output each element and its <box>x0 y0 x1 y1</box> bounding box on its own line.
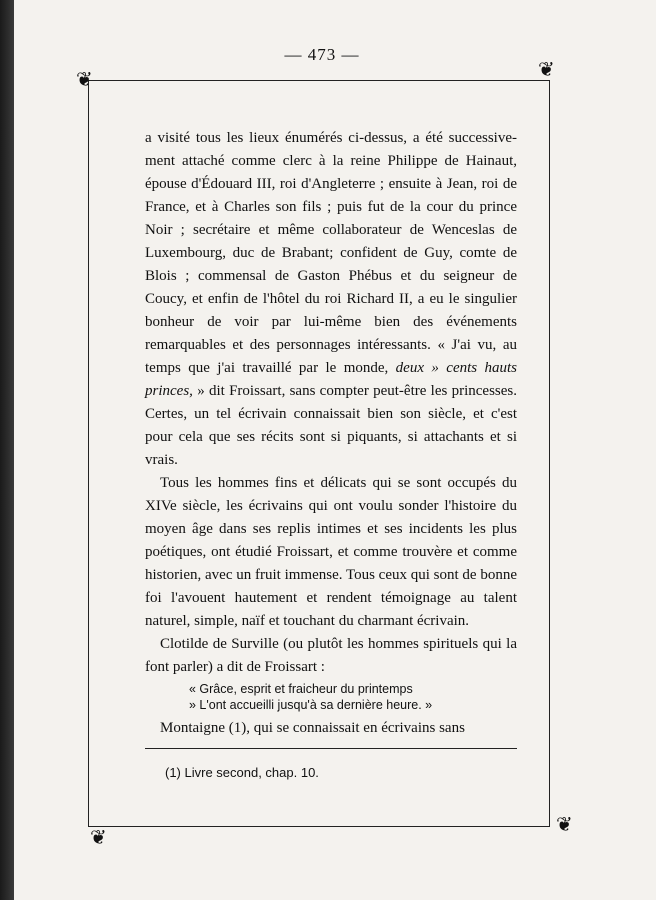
verse-quote <box>189 681 517 713</box>
corner-ornament-icon: ❦ <box>538 59 555 81</box>
paragraph-3: Clotilde de Surville (ou plutôt les hommes spirituels qui la font parler) a dit de Froissart : <box>145 636 517 675</box>
corner-ornament-icon: ❦ <box>556 814 573 836</box>
footnote: (1) Livre second, chap. 10. <box>165 765 319 780</box>
book-binding-edge <box>0 0 14 900</box>
paragraph-2: Tous les hommes fins et délicats qui se sont occupés du XIVe siècle, les écrivains qui ont voulu sonder l'histoire du moyen âge dans ses replis intimes et ses incidents les plus poétiques, ont étudié Froissart, et comme trouvère et comme historien, avec un fruit immense. Tous ceux qui sont de bonne foi l'avouent hautement et rendent témoignage au talent naturel, simple, naïf et touchant du charmant écrivain. <box>145 475 517 629</box>
paragraph-4: Montaigne (1), qui se connaissait en écrivains sans <box>160 720 465 736</box>
page-number: — 473 — <box>284 45 360 64</box>
verse-line-1: « Grâce, esprit et fraicheur du printemps <box>189 682 413 696</box>
body-text <box>145 127 517 740</box>
paragraph-1 <box>145 127 517 472</box>
corner-ornament-icon: ❦ <box>90 827 107 849</box>
paragraph-1-part-b: » dit Froissart, sans compter peut-être les princesses. Certes, un tel écrivain connaissait bien son siècle, et c'est pour cela que ses récits sont si piquants, si attachants et si vrais. <box>145 383 517 468</box>
footnote-rule <box>145 748 517 749</box>
corner-ornament-icon: ❦ <box>76 69 93 91</box>
paragraph-1-part-a: a visité tous les lieux énumérés ci-dessus, a été successivement attaché comme clerc à la reine Philippe de Hainaut, épouse d'Édouard III, roi d'Angleterre ; ensuite à Jean, roi de France, et à Charles son fils ; puis fut de la cour du prince Noir ; secrétaire et même collaborateur de Wenceslas de Luxembourg, duc de Brabant; confident de Guy, comte de Blois ; commensal de Gaston Phébus et du seigneur de Coucy, et enfin de l'hôtel du roi Richard II, a eu le singulier bonheur de voir par lui-même bien des événements remarquables et des personnages intéressants. « J'ai vu, au temps que j'ai travaillé par le monde, <box>145 130 517 376</box>
froissart-quote-italic: deux » cents hauts princes, <box>145 360 518 399</box>
verse-line-2: » L'ont accueilli jusqu'à sa dernière heure. » <box>189 698 433 712</box>
